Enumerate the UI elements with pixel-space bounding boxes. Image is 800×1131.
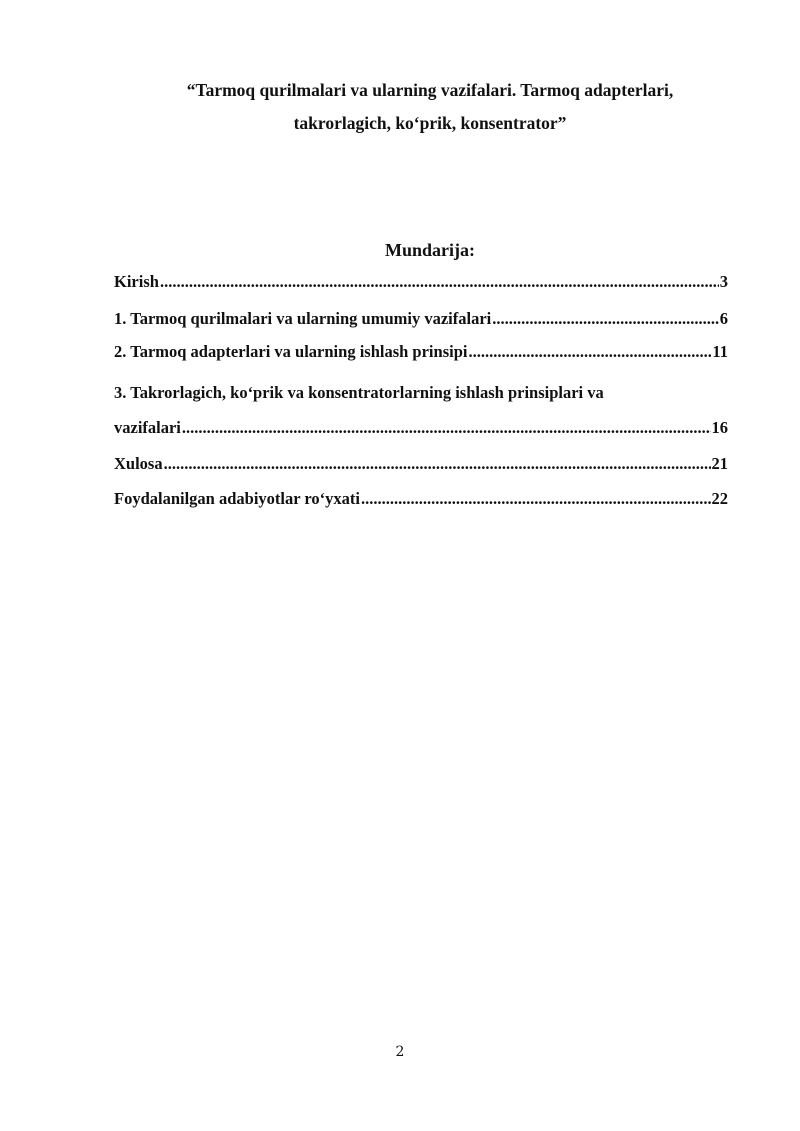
toc-entry-xulosa[interactable] (114, 452, 728, 476)
toc-entry-label: Foydalanilgan adabiyotlar ro‘yxati (114, 489, 361, 508)
toc-page-number: 3 (719, 272, 728, 291)
toc-entry-label: vazifalari (114, 418, 181, 437)
toc-entry-label: Kirish (114, 272, 159, 291)
toc-page-number: 21 (711, 454, 728, 473)
toc-leader-dots (492, 307, 719, 331)
toc-entry-label: 1. Tarmoq qurilmalari va ularning umumiy vazifalari (114, 309, 492, 328)
toc-entry-label-line-1: 3. Takrorlagich, ko‘prik va konsentratorlarning ishlash prinsiplari va (114, 383, 604, 402)
toc-leader-dots (182, 416, 711, 440)
toc-page-number: 22 (711, 489, 728, 508)
toc-page-number: 11 (712, 342, 728, 361)
toc-entry-label: 2. Tarmoq adapterlari va ularning ishlash prinsipi (114, 342, 468, 361)
toc-heading: Mundarija: (385, 240, 475, 260)
toc-page-number: 16 (711, 418, 728, 437)
toc-entry-section-1[interactable] (114, 307, 728, 331)
toc-leader-dots (361, 487, 710, 511)
toc-leader-dots (164, 452, 711, 476)
toc-entry-kirish[interactable] (114, 270, 728, 294)
toc-entry-section-2[interactable] (114, 340, 728, 364)
page-number: 2 (395, 1044, 405, 1060)
title-line-1: “Tarmoq qurilmalari va ularning vazifalari. Tarmoq adapterlari, (186, 80, 674, 100)
document-title (100, 74, 760, 140)
toc-entry-label: Xulosa (114, 454, 163, 473)
toc-entry-references[interactable] (114, 487, 728, 511)
toc-page-number: 6 (719, 309, 728, 328)
toc-leader-dots (160, 270, 719, 294)
toc-entry-section-3[interactable] (114, 381, 728, 441)
title-line-2: takrorlagich, ko‘prik, konsentrator” (293, 113, 567, 133)
toc-leader-dots (468, 340, 711, 364)
